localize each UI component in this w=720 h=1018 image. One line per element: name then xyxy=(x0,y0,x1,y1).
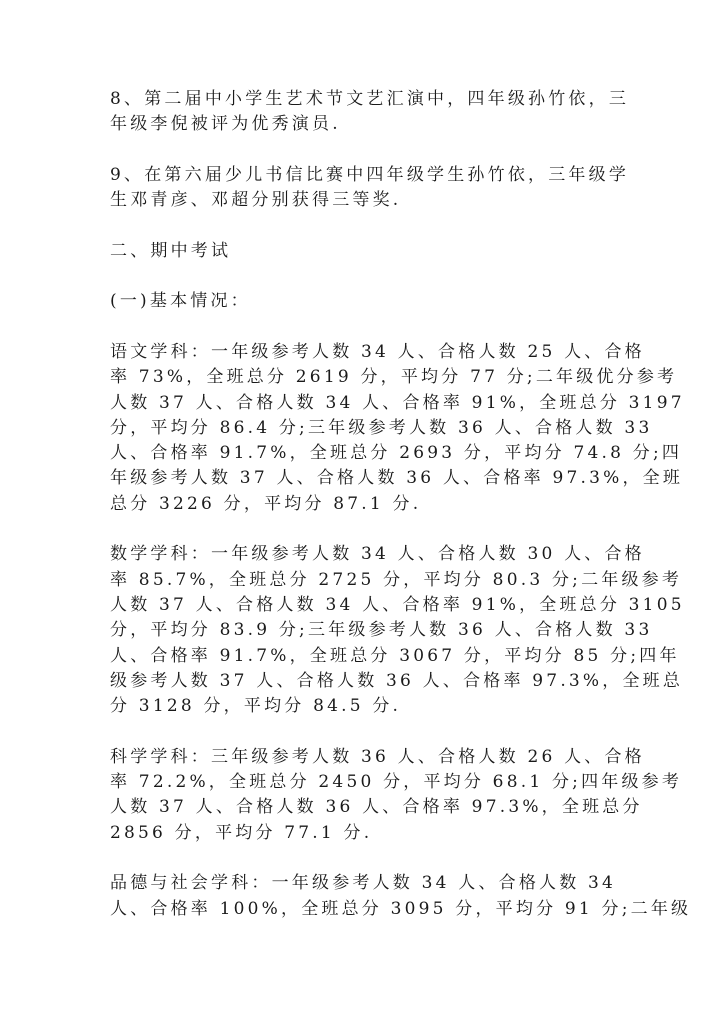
text-line: 分，平均分 83.9 分;三年级参考人数 36 人、合格人数 33 xyxy=(110,620,653,641)
text-line: 分 3128 分，平均分 84.5 分. xyxy=(110,696,402,717)
text-line: 率 73%，全班总分 2619 分，平均分 77 分;二年级优分参考 xyxy=(110,367,678,388)
text-line: 9、在第六届少儿书信比赛中四年级学生孙竹依，三年级学 xyxy=(110,164,630,185)
paragraph xyxy=(110,239,620,264)
paragraph xyxy=(110,340,685,517)
text-line: 人数 37 人、合格人数 36 人、合格率 97.3%，全班总分 xyxy=(110,797,643,818)
text-line: 人、合格率 91.7%，全班总分 2693 分，平均分 74.8 分;四 xyxy=(110,443,683,464)
text-line: 年级参考人数 37 人、合格人数 36 人、合格率 97.3%，全班 xyxy=(110,468,684,489)
paragraph xyxy=(110,163,630,214)
text-line: 数学学科：一年级参考人数 34 人、合格人数 30 人、合格 xyxy=(110,544,645,565)
text-line: 分，平均分 86.4 分;三年级参考人数 36 人、合格人数 33 xyxy=(110,417,653,438)
paragraph xyxy=(110,87,630,138)
paragraph xyxy=(110,289,620,314)
paragraph xyxy=(110,745,683,846)
document-page xyxy=(110,87,692,947)
text-line: 品德与社会学科：一年级参考人数 34 人、合格人数 34 xyxy=(110,873,617,894)
text-line: 级参考人数 37 人、合格人数 36 人、合格率 97.3%，全班总 xyxy=(110,670,684,691)
text-line: (一)基本情况： xyxy=(110,291,251,312)
text-line: 人、合格率 100%，全班总分 3095 分，平均分 91 分;二年级 xyxy=(110,898,692,919)
text-line: 人数 37 人、合格人数 34 人、合格率 91%，全班总分 3197 xyxy=(110,392,685,413)
text-line: 科学学科：三年级参考人数 36 人、合格人数 26 人、合格 xyxy=(110,746,645,767)
text-line: 率 85.7%，全班总分 2725 分，平均分 80.3 分;二年级参考 xyxy=(110,569,683,590)
paragraph xyxy=(110,871,692,922)
text-line: 率 72.2%，全班总分 2450 分，平均分 68.1 分;四年级参考 xyxy=(110,772,683,793)
text-line: 年级李倪被评为优秀演员. xyxy=(110,114,341,135)
text-line: 总分 3226 分，平均分 87.1 分. xyxy=(110,493,422,514)
text-line: 人数 37 人、合格人数 34 人、合格率 91%，全班总分 3105 xyxy=(110,594,685,615)
text-line: 生邓青彦、邓超分别获得三等奖. xyxy=(110,190,402,211)
text-line: 人、合格率 91.7%，全班总分 3067 分，平均分 85 分;四年 xyxy=(110,645,680,666)
paragraph xyxy=(110,542,685,719)
text-line: 二、期中考试 xyxy=(110,240,232,261)
text-line: 语文学科：一年级参考人数 34 人、合格人数 25 人、合格 xyxy=(110,341,645,362)
text-line: 8、第二届中小学生艺术节文艺汇演中，四年级孙竹依，三 xyxy=(110,89,630,109)
text-line: 2856 分，平均分 77.1 分. xyxy=(110,822,373,843)
